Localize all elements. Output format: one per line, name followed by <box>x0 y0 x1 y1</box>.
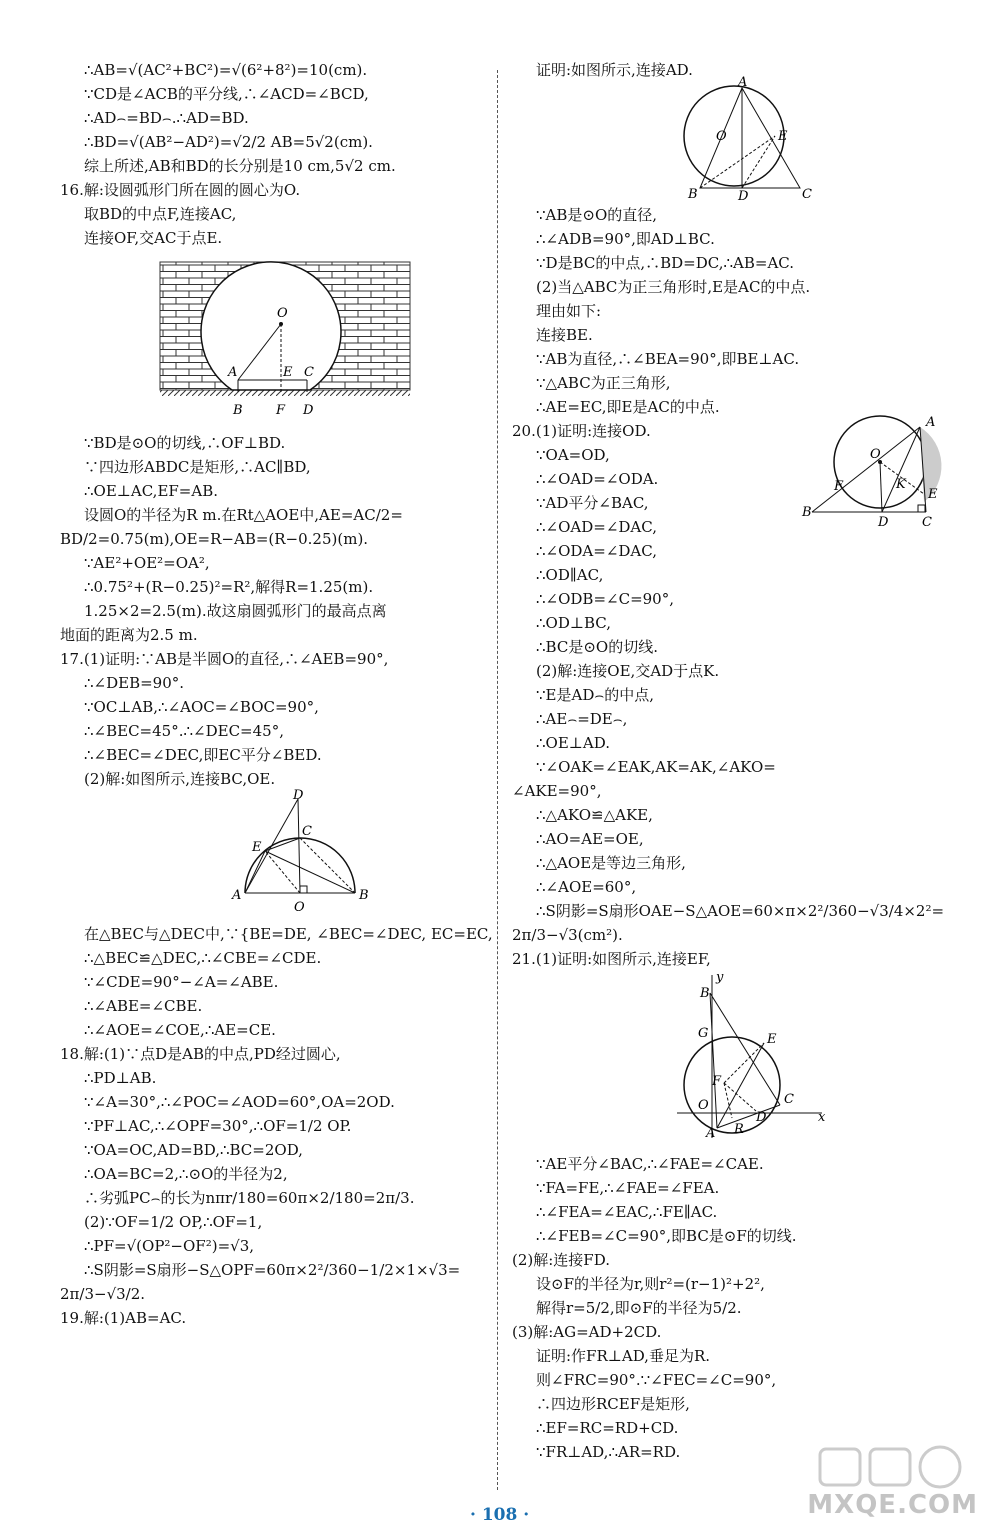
text-line: ∴0.75²+(R−0.25)²=R²,解得R=1.25(m). <box>84 578 374 596</box>
text-line: ∵四边形ABDC是矩形,∴AC∥BD, <box>84 458 311 476</box>
text-line: (2)当△ABC为正三角形时,E是AC的中点. <box>536 278 811 296</box>
text-line: 20.(1)证明:连接OD. <box>512 422 651 440</box>
left-text-block-3 <box>60 924 493 1328</box>
text-line: ∵AE²+OE²=OA², <box>84 554 210 572</box>
text-line: ∴∠FEB=∠C=90°,即BC是⊙F的切线. <box>536 1227 797 1245</box>
text-line: 2π/3−√3(cm²). <box>512 926 623 944</box>
fig20-label-D: D <box>878 515 889 530</box>
text-line: ∵OA=OC,AD=BD,∴BC=2OD, <box>84 1141 303 1159</box>
text-line: ∴∠ODB=∠C=90°, <box>536 590 674 608</box>
text-line: ∵BD是⊙O的切线,∴OF⊥BD. <box>84 434 286 452</box>
text-line: ∴AD⌢=BD⌢.∴AD=BD. <box>84 109 249 127</box>
text-line: 17.(1)证明:∵AB是半圆O的直径,∴∠AEB=90°, <box>60 650 389 668</box>
right-text-block-1 <box>512 60 952 80</box>
text-line: ∵△ABC为正三角形, <box>536 374 671 392</box>
text-line: 证明:作FR⊥AD,垂足为R. <box>536 1347 711 1365</box>
fig21-label-x: x <box>818 1110 826 1125</box>
text-line: ∵PF⊥AC,∴∠OPF=30°,∴OF=1/2 OP. <box>84 1117 352 1135</box>
fig20-label-C: C <box>922 515 932 530</box>
fig16-label-D: D <box>303 403 314 418</box>
text-line: ∵∠A=30°,∴∠POC=∠AOD=60°,OA=2OD. <box>84 1093 395 1111</box>
fig17-label-C: C <box>302 824 312 839</box>
text-line: ∴△AOE是等边三角形, <box>536 854 686 872</box>
text-line: 连接BE. <box>536 326 593 344</box>
fig20-label-B: B <box>802 505 812 520</box>
text-line: ∴AE=EC,即E是AC的中点. <box>536 398 720 416</box>
text-line: (2)解:连接OE,交AD于点K. <box>536 662 720 680</box>
text-line: ∴OE⊥AC,EF=AB. <box>84 482 218 500</box>
left-text-block-1 <box>60 60 490 248</box>
fig16-label-E: E <box>283 365 293 380</box>
text-line: 2π/3−√3/2. <box>60 1285 146 1303</box>
fig17-label-E: E <box>252 840 262 855</box>
text-line: ∵AE平分∠BAC,∴∠FAE=∠CAE. <box>536 1155 764 1173</box>
text-line: (2)解:连接FD. <box>512 1251 610 1269</box>
text-line: (3)解:AG=AD+2CD. <box>512 1323 662 1341</box>
fig21-label-A: A <box>706 1126 716 1141</box>
right-text-block-2 <box>512 205 952 969</box>
text-line: ∴∠FEA=∠EAC,∴FE∥AC. <box>536 1203 718 1221</box>
text-line: ∴△BEC≌△DEC,∴∠CBE=∠CDE. <box>84 949 322 967</box>
fig19-label-C: C <box>802 187 812 202</box>
fig19-label-E: E <box>778 129 788 144</box>
fig21-label-C: C <box>784 1092 794 1107</box>
text-line: ∴S阴影=S扇形OAE−S△AOE=60×π×2²/360−√3/4×2²= <box>536 902 945 920</box>
text-line: 在△BEC与△DEC中,∵{BE=DE, ∠BEC=∠DEC, EC=EC, <box>84 925 493 943</box>
text-line: 地面的距离为2.5 m. <box>60 626 198 644</box>
fig21-label-D: D <box>756 1110 767 1125</box>
fig16-label-C: C <box>304 365 314 380</box>
text-line: ∴AE⌢=DE⌢, <box>536 710 628 728</box>
text-line: ∠AKE=90°, <box>512 782 602 800</box>
text-line: ∴BD=√(AB²−AD²)=√2/2 AB=5√2(cm). <box>84 133 373 151</box>
text-line: ∵OA=OD, <box>536 446 610 464</box>
text-line: ∴四边形RCEF是矩形, <box>536 1395 690 1413</box>
text-line: ∵∠CDE=90°−∠A=∠ABE. <box>84 973 279 991</box>
text-line: ∴OE⊥AD. <box>536 734 610 752</box>
page-number: · 108 · <box>470 1505 530 1525</box>
text-line: ∴∠ADB=90°,即AD⊥BC. <box>536 230 715 248</box>
text-line: ∴OD⊥BC, <box>536 614 611 632</box>
text-line: 取BD的中点F,连接AC, <box>84 205 237 223</box>
fig21-label-E: E <box>767 1032 777 1047</box>
text-line: 理由如下: <box>536 302 602 320</box>
text-line: ∴劣弧PC⌢的长为nπr/180=60π×2/180=2π/3. <box>84 1189 415 1207</box>
left-text-block-2 <box>60 433 490 789</box>
fig17-label-D: D <box>293 788 304 803</box>
fig19-label-D: D <box>738 189 749 204</box>
right-text-block-4 <box>512 1154 952 1462</box>
text-line: ∴BC是⊙O的切线. <box>536 638 658 656</box>
fig19-label-O: O <box>716 129 727 144</box>
text-line: 综上所述,AB和BD的长分别是10 cm,5√2 cm. <box>84 157 396 175</box>
text-line: ∴∠OAD=∠DAC, <box>536 518 657 536</box>
text-line: ∴∠BEC=45°.∴∠DEC=45°, <box>84 722 284 740</box>
text-line: ∴∠ABE=∠CBE. <box>84 997 203 1015</box>
text-line: ∴PD⊥AB. <box>84 1069 157 1087</box>
figure-19-circle-triangle <box>512 75 952 204</box>
text-line: 1.25×2=2.5(m).故这扇圆弧形门的最高点离 <box>84 602 387 620</box>
text-line: (2)解:如图所示,连接BC,OE. <box>84 770 276 788</box>
text-line: ∵AB是⊙O的直径, <box>536 206 658 224</box>
fig16-label-B: B <box>233 403 243 418</box>
text-line: ∴∠BEC=∠DEC,即EC平分∠BED. <box>84 746 322 764</box>
text-line: 21.(1)证明:如图所示,连接EF, <box>512 950 711 968</box>
fig20-label-F: F <box>834 479 844 494</box>
watermark-text: MXQE.COM <box>807 1490 978 1520</box>
text-line: ∵CD是∠ACB的平分线,∴∠ACD=∠BCD, <box>84 85 369 103</box>
fig21-label-F: F <box>712 1074 722 1089</box>
fig16-label-O: O <box>277 306 288 321</box>
text-line: ∴OA=BC=2,∴⊙O的半径为2, <box>84 1165 288 1183</box>
text-line: ∴∠ODA=∠DAC, <box>536 542 657 560</box>
text-line: (2)∵OF=1/2 OP,∴OF=1, <box>84 1213 263 1231</box>
fig21-label-y: y <box>716 970 724 985</box>
text-line: 解得r=5/2,即⊙F的半径为5/2. <box>536 1299 742 1317</box>
text-line: ∵OC⊥AB,∴∠AOC=∠BOC=90°, <box>84 698 319 716</box>
right-column <box>512 60 952 1466</box>
fig19-label-B: B <box>688 187 698 202</box>
text-line: ∴AB=√(AC²+BC²)=√(6²+8²)=10(cm). <box>84 61 368 79</box>
fig16-label-A: A <box>228 365 238 380</box>
text-line: ∵FR⊥AD,∴AR=RD. <box>536 1443 681 1461</box>
text-line: 18.解:(1)∵点D是AB的中点,PD经过圆心, <box>60 1045 341 1063</box>
text-line: ∴S阴影=S扇形−S△OPF=60π×2²/360−1/2×1×√3= <box>84 1261 461 1279</box>
text-line: ∵AD平分∠BAC, <box>536 494 649 512</box>
text-line: ∴∠OAD=∠ODA. <box>536 470 659 488</box>
text-line: 连接OF,交AC于点E. <box>84 229 223 247</box>
figure-21-coordinate-circle <box>512 970 952 1148</box>
figure-20-circle-tangent <box>800 412 960 532</box>
text-line: 设⊙F的半径为r,则r²=(r−1)²+2², <box>536 1275 765 1293</box>
text-line: 19.解:(1)AB=AC. <box>60 1309 187 1327</box>
fig21-label-B: B <box>700 986 710 1001</box>
text-line: ∵∠OAK=∠EAK,AK=AK,∠AKO= <box>536 758 776 776</box>
text-line: 证明:如图所示,连接AD. <box>536 61 693 79</box>
figure-16-arch-door <box>60 252 490 427</box>
fig21-label-R: R <box>734 1122 744 1137</box>
fig17-label-A: A <box>232 888 242 903</box>
fig20-label-E: E <box>928 487 938 502</box>
text-line: ∴∠AOE=∠COE,∴AE=CE. <box>84 1021 276 1039</box>
fig21-label-O: O <box>698 1098 709 1113</box>
fig21-label-G: G <box>698 1026 709 1041</box>
text-line: ∴OD∥AC, <box>536 566 604 584</box>
text-line: 设圆O的半径为R m.在Rt△AOE中,AE=AC/2= <box>84 506 403 524</box>
text-line: ∵D是BC的中点,∴BD=DC,∴AB=AC. <box>536 254 794 272</box>
fig19-label-A: A <box>738 75 748 90</box>
left-column <box>60 60 493 1332</box>
text-line: ∴∠DEB=90°. <box>84 674 185 692</box>
fig20-label-K: K <box>896 477 906 492</box>
column-divider <box>497 70 498 1490</box>
fig17-label-B: B <box>359 888 369 903</box>
text-line: ∴△AKO≌△AKE, <box>536 806 653 824</box>
fig17-label-O: O <box>294 900 305 915</box>
text-line: ∴∠AOE=60°, <box>536 878 637 896</box>
fig20-label-O: O <box>870 447 881 462</box>
fig20-label-A: A <box>926 415 936 430</box>
figure-17-semicircle <box>60 788 490 918</box>
text-line: ∴PF=√(OP²−OF²)=√3, <box>84 1237 255 1255</box>
text-line: ∵E是AD⌢的中点, <box>536 686 654 704</box>
text-line: ∵AB为直径,∴∠BEA=90°,即BE⊥AC. <box>536 350 800 368</box>
text-line: 则∠FRC=90°.∵∠FEC=∠C=90°, <box>536 1371 777 1389</box>
fig16-label-F: F <box>276 403 286 418</box>
text-line: ∴EF=RC=RD+CD. <box>536 1419 679 1437</box>
text-line: BD/2=0.75(m),OE=R−AB=(R−0.25)(m). <box>60 530 369 548</box>
text-line: ∴AO=AE=OE, <box>536 830 644 848</box>
text-line: ∵FA=FE,∴∠FAE=∠FEA. <box>536 1179 720 1197</box>
text-line: 16.解:设圆弧形门所在圆的圆心为O. <box>60 181 301 199</box>
